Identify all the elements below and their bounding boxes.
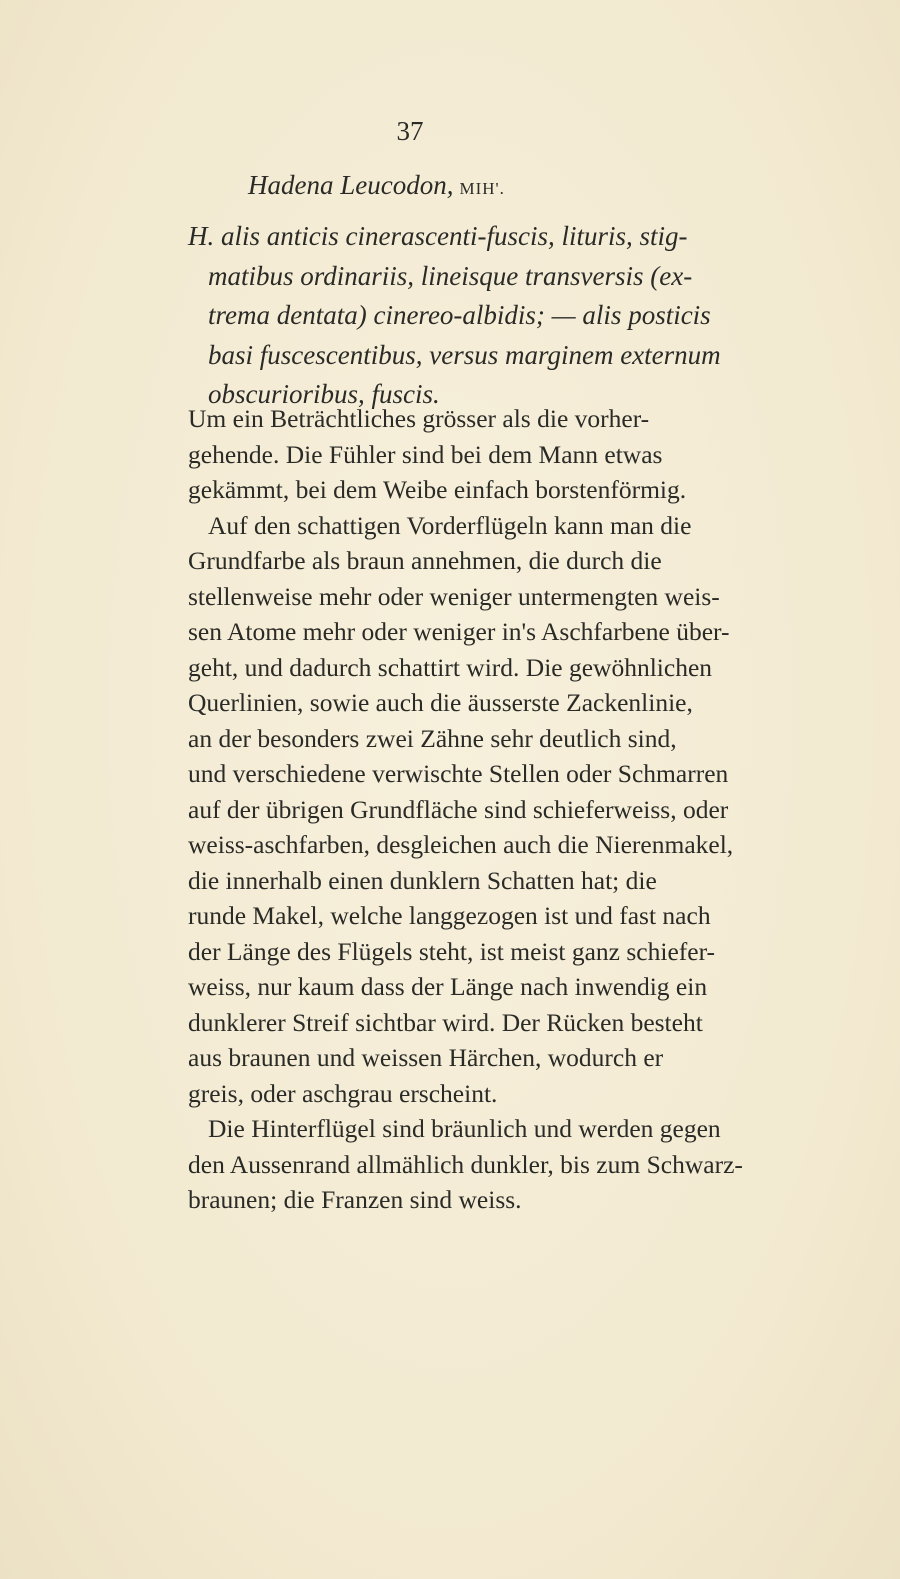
paragraph-line: Auf den schattigen Vorderflügeln kann man die [208,510,692,540]
diagnosis-line: trema dentata) cinereo-albidis; — alis posticis [208,300,711,330]
description-text [188,401,768,1218]
species-heading [248,170,505,201]
paragraph-line: und verschiedene verwischte Stellen oder Schmarren [188,759,729,788]
paragraph-line: stellenweise mehr oder weniger untermengten weis- [188,581,720,611]
diagnosis-line: obscurioribus, fuscis. [208,379,440,409]
paragraph-line: auf der übrigen Grundfläche sind schieferweiss, oder [188,794,729,824]
paragraph-line: braunen; die Franzen sind weiss. [188,1185,522,1214]
paragraph-line: Um ein Beträchtliches grösser als die vorher- [188,404,650,433]
diagnosis-line: matibus ordinariis, lineisque transversis (ex- [208,260,693,291]
paragraph-line: geht, und dadurch schattirt wird. Die gewöhnlichen [188,652,713,682]
paragraph-line: der Länge des Flügels steht, ist meist ganz schiefer- [188,936,716,966]
paragraph-line: die innerhalb einen dunklern Schatten hat; die [188,865,657,895]
paragraph-line: weiss-aschfarben, desgleichen auch die Nierenmakel, [188,830,734,859]
paragraph-line: aus braunen und weissen Härchen, wodurch er [188,1043,664,1072]
page-number: 37 [396,116,424,146]
latin-diagnosis [188,217,768,415]
paragraph-line: weiss, nur kaum dass der Länge nach inwendig ein [188,972,708,1001]
paragraph-line: an der besonders zwei Zähne sehr deutlich sind, [188,723,677,753]
paragraph-line: Die Hinterflügel sind bräunlich und werden gegen [208,1114,721,1143]
diagnosis-line: H. alis anticis cinerascenti-fuscis, lituris, stig- [188,221,688,251]
paragraph-line: dunklerer Streif sichtbar wird. Der Rücken besteht [188,1007,703,1037]
paragraph-line: greis, oder aschgrau erscheint. [188,1078,498,1108]
paragraph-line: runde Makel, welche langgezogen ist und fast nach [188,901,711,930]
paragraph-line: gehende. Die Fühler sind bei dem Mann etwas [188,439,663,469]
paragraph-line: sen Atome mehr oder weniger in's Aschfarbene über- [188,617,730,646]
diagnosis-line: basi fuscescentibus, versus marginem externum [208,339,721,370]
paragraph-line: den Aussenrand allmählich dunkler, bis zum Schwarz- [188,1149,743,1179]
author-abbreviation: MIH'. [459,179,505,198]
paragraph-line: gekämmt, bei dem Weibe einfach borstenförmig. [188,475,687,504]
species-name: Hadena Leucodon, [248,170,454,200]
paragraph-line: Grundfarbe als braun annehmen, die durch die [188,546,662,575]
paragraph-line: Querlinien, sowie auch die äusserste Zackenlinie, [188,688,693,717]
